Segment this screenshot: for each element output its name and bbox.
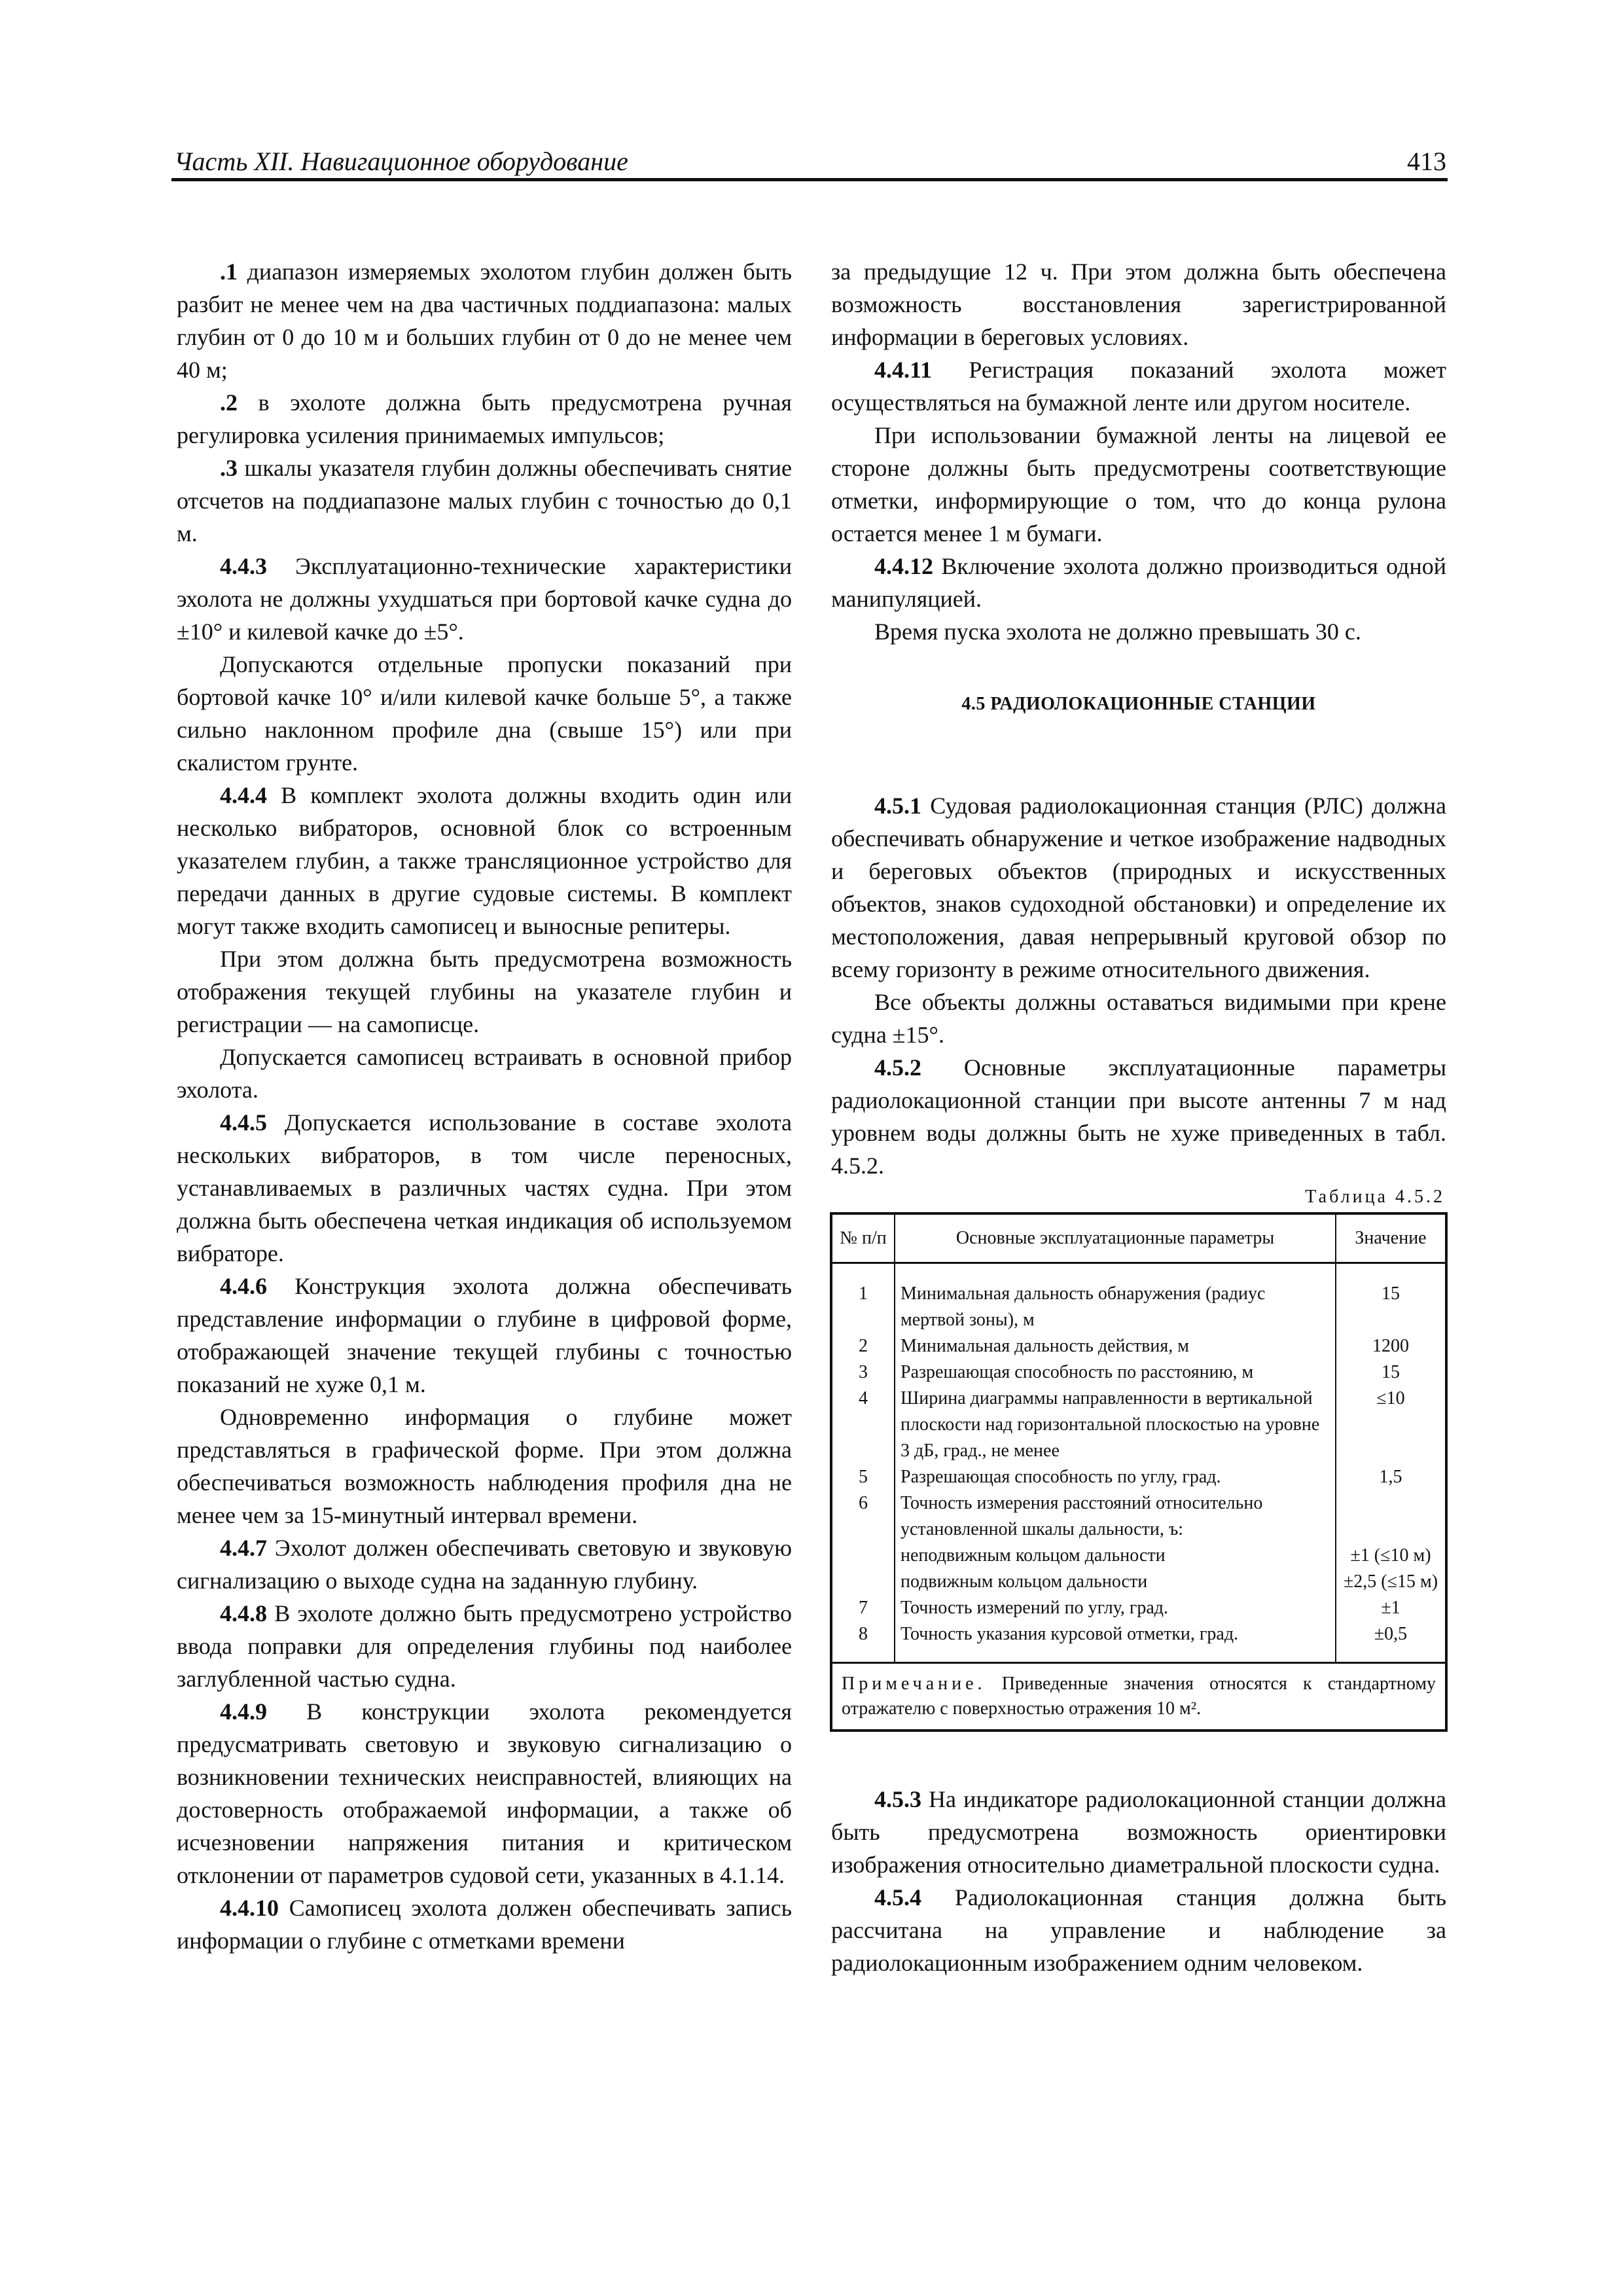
row-value: ±0,5 bbox=[1336, 1621, 1446, 1663]
right-column bbox=[831, 255, 1446, 1979]
table-row bbox=[831, 1621, 1446, 1663]
paragraph-text: В комплект эхолота должны входить один или несколько вибраторов, основной блок со встроенным указателем глубин, а также трансляционное устройство для передачи данных в другие судовые системы. В комплект могут также входить самописец и выносные репитеры. bbox=[177, 782, 792, 939]
page-header bbox=[171, 145, 1448, 181]
row-parameter: Минимальная дальность обнаружения (радиус мертвой зоны), м bbox=[901, 1283, 1266, 1330]
right-column-mid bbox=[831, 789, 1446, 1182]
paragraph-text: Допускается самописец встраивать в основной прибор эхолота. bbox=[177, 1044, 792, 1103]
paragraph bbox=[177, 1270, 792, 1401]
clause-number: 4.4.6 bbox=[220, 1273, 267, 1299]
paragraph bbox=[177, 942, 792, 1041]
table-body bbox=[831, 1263, 1446, 1663]
table-note-row bbox=[831, 1663, 1446, 1731]
table-row bbox=[831, 1490, 1446, 1543]
clause-number: 4.4.4 bbox=[220, 782, 267, 808]
paragraph bbox=[177, 1695, 792, 1892]
paragraph-text: Основные эксплуатационные параметры радиолокационной станции при высоте антенны 7 м над уровнем воды должны быть не хуже приведенных в табл. 4.5.2. bbox=[831, 1054, 1446, 1179]
row-value bbox=[1336, 1490, 1446, 1543]
row-number: 5 bbox=[831, 1464, 895, 1490]
row-number: 6 bbox=[831, 1490, 895, 1543]
paragraph-text: Допускаются отдельные пропуски показаний при бортовой качке 10° и/или килевой качке больше 5°, а также сильно наклонном профиле дна (свыше 15°) или при скалистом грунте. bbox=[177, 651, 792, 776]
row-parameter: Ширина диаграммы направленности в вертикальной плоскости над горизонтальной плоскостью на уровне 3 дБ, град., не менее bbox=[901, 1388, 1320, 1461]
column-header-number: № п/п bbox=[831, 1213, 895, 1263]
row-parameter: Разрешающая способность по расстоянию, м bbox=[901, 1362, 1254, 1382]
paragraph-text: в эхолоте должна быть предусмотрена ручная регулировка усиления принимаемых импульсов; bbox=[177, 389, 792, 448]
row-parameter: подвижным кольцом дальности bbox=[901, 1571, 1148, 1592]
row-parameter: Точность указания курсовой отметки, град. bbox=[901, 1624, 1239, 1644]
row-value: ±2,5 (≤15 м) bbox=[1336, 1569, 1446, 1595]
paragraph bbox=[831, 789, 1446, 986]
section-title: 4.5 РАДИОЛОКАЦИОННЫЕ СТАНЦИИ bbox=[961, 694, 1316, 714]
paragraph-text: Эхолот должен обеспечивать световую и звуковую сигнализацию о выходе судна на заданную глубину. bbox=[177, 1535, 792, 1594]
paragraph-text: Радиолокационная станция должна быть рассчитана на управление и наблюдение за радиолокационным изображением одним человеком. bbox=[831, 1884, 1446, 1976]
row-value: 1200 bbox=[1336, 1333, 1446, 1359]
clause-number: 4.4.8 bbox=[220, 1600, 267, 1626]
paragraph-text: На индикаторе радиолокационной станции должна быть предусмотрена возможность ориентировки изображения относительно диаметральной плоскости судна. bbox=[831, 1786, 1446, 1878]
paragraph bbox=[177, 779, 792, 942]
clause-number: .3 bbox=[220, 455, 238, 481]
paragraph bbox=[831, 986, 1446, 1051]
table-row bbox=[831, 1595, 1446, 1621]
paragraph-text: В конструкции эхолота рекомендуется предусматривать световую и звуковую сигнализацию о возникновении технических неисправностей, влияющих на достоверность отображаемой информации, а также об исчезновении напряжения питания и критическом отклонении от параметров судовой сети, указанных в 4.1.14. bbox=[177, 1698, 792, 1888]
paragraph-text: Одновременно информация о глубине может представляться в графической форме. При этом должна обеспечиваться возможность наблюдения профиля дна не менее чем за 15-минутный интервал времени. bbox=[177, 1404, 792, 1528]
paragraph-text: Судовая радиолокационная станция (РЛС) должна обеспечивать обнаружение и четкое изображение надводных и береговых объектов (природных и искусственных объектов, знаков судоходной обстановки) и определение их местоположения, давая непрерывный круговой обзор по всему горизонту в режиме относительного движения. bbox=[831, 793, 1446, 982]
table-row bbox=[831, 1386, 1446, 1464]
paragraph bbox=[831, 1051, 1446, 1182]
row-number: 4 bbox=[831, 1386, 895, 1464]
row-number: 7 bbox=[831, 1595, 895, 1621]
paragraph bbox=[831, 615, 1446, 648]
paragraph bbox=[177, 386, 792, 452]
clause-number: 4.4.11 bbox=[874, 357, 933, 383]
paragraph bbox=[831, 419, 1446, 550]
table-row bbox=[831, 1569, 1446, 1595]
clause-number: 4.4.5 bbox=[220, 1109, 267, 1136]
clause-number: 4.5.4 bbox=[874, 1884, 921, 1910]
row-parameter: неподвижным кольцом дальности bbox=[901, 1545, 1166, 1566]
clause-number: 4.5.2 bbox=[874, 1054, 921, 1081]
paragraph bbox=[177, 648, 792, 779]
paragraph-text: Время пуска эхолота не должно превышать 30 с. bbox=[874, 619, 1361, 645]
paragraph-text: Все объекты должны оставаться видимыми при крене судна ±15°. bbox=[831, 989, 1446, 1048]
row-value: 15 bbox=[1336, 1359, 1446, 1386]
paragraph-text: Допускается использование в составе эхолота нескольких вибраторов, в том числе переносных, устанавливаемых в различных частях судна. При этом должна быть обеспечена четкая индикация об используемом вибраторе. bbox=[177, 1109, 792, 1266]
running-title: Часть XII. Навигационное оборудование bbox=[174, 147, 628, 176]
paragraph bbox=[177, 1892, 792, 1957]
right-column-top bbox=[831, 255, 1446, 648]
paragraph-text: Конструкция эхолота должна обеспечивать представление информации о глубине в цифровой форме, отображающей значение текущей глубины с точностью показаний не хуже 0,1 м. bbox=[177, 1273, 792, 1397]
paragraph bbox=[177, 452, 792, 550]
clause-number: 4.4.9 bbox=[220, 1698, 267, 1725]
row-number: 1 bbox=[831, 1263, 895, 1334]
clause-number: .2 bbox=[220, 389, 238, 416]
paragraph-text: за предыдущие 12 ч. При этом должна быть обеспечена возможность восстановления зарегистрированной информации в береговых условиях. bbox=[831, 259, 1446, 350]
note-label: Примечание. bbox=[842, 1674, 986, 1694]
paragraph bbox=[177, 1401, 792, 1532]
column-header-parameter: Основные эксплуатационные параметры bbox=[895, 1213, 1336, 1263]
row-number: 3 bbox=[831, 1359, 895, 1386]
table-row bbox=[831, 1543, 1446, 1569]
paragraph bbox=[177, 1597, 792, 1695]
table-row bbox=[831, 1333, 1446, 1359]
table-header-row bbox=[831, 1213, 1446, 1263]
paragraph-text: Регистрация показаний эхолота может осуществляться на бумажной ленте или другом носителе. bbox=[831, 357, 1446, 416]
clause-number: 4.5.3 bbox=[874, 1786, 921, 1812]
note-text: Приведенные значения относятся к стандартному отражателю с поверхностью отражения 10 м². bbox=[842, 1674, 1436, 1719]
column-header-value: Значение bbox=[1336, 1213, 1446, 1263]
paragraph-text: Самописец эхолота должен обеспечивать запись информации о глубине с отметками времени bbox=[177, 1895, 792, 1954]
paragraph bbox=[177, 550, 792, 648]
table-row bbox=[831, 1464, 1446, 1490]
row-parameter: Разрешающая способность по углу, град. bbox=[901, 1467, 1221, 1487]
row-parameter: Минимальная дальность действия, м bbox=[901, 1336, 1189, 1356]
paragraph bbox=[831, 255, 1446, 353]
parameters-table bbox=[830, 1212, 1448, 1732]
paragraph bbox=[177, 1106, 792, 1270]
row-value: 15 bbox=[1336, 1263, 1446, 1334]
row-number: 2 bbox=[831, 1333, 895, 1359]
clause-number: 4.4.3 bbox=[220, 553, 267, 579]
paragraph-text: При использовании бумажной ленты на лицевой ее стороне должны быть предусмотрены соответствующие отметки, информирующие о том, что до конца рулона остается менее 1 м бумаги. bbox=[831, 422, 1446, 547]
row-value: ±1 bbox=[1336, 1595, 1446, 1621]
table-caption: Таблица 4.5.2 bbox=[1305, 1187, 1445, 1207]
paragraph bbox=[831, 353, 1446, 419]
paragraph bbox=[177, 255, 792, 386]
row-parameter: Точность измерения расстояний относительно установленной шкалы дальности, ъ: bbox=[901, 1493, 1263, 1539]
paragraph bbox=[831, 1783, 1446, 1881]
paragraph bbox=[831, 550, 1446, 615]
paragraph bbox=[177, 1532, 792, 1597]
left-column bbox=[177, 255, 792, 1957]
paragraph-text: При этом должна быть предусмотрена возможность отображения текущей глубины на указателе глубин и регистрации — на самописце. bbox=[177, 946, 792, 1037]
paragraph-text: Включение эхолота должно производиться одной манипуляцией. bbox=[831, 553, 1446, 612]
paragraph-text: шкалы указателя глубин должны обеспечивать снятие отсчетов на поддиапазоне малых глубин с точностью до 0,1 м. bbox=[177, 455, 792, 547]
row-value: ±1 (≤10 м) bbox=[1336, 1543, 1446, 1569]
row-value: 1,5 bbox=[1336, 1464, 1446, 1490]
table-row bbox=[831, 1263, 1446, 1334]
right-column-bottom bbox=[831, 1783, 1446, 1979]
table-note bbox=[831, 1663, 1446, 1731]
clause-number: 4.4.10 bbox=[220, 1895, 279, 1921]
page-number: 413 bbox=[1407, 147, 1446, 176]
row-value: ≤10 bbox=[1336, 1386, 1446, 1464]
paragraph-text: Эксплуатационно-технические характеристики эхолота не должны ухудшаться при бортовой качке судна до ±10° и килевой качке до ±5°. bbox=[177, 553, 792, 645]
paragraph bbox=[831, 1881, 1446, 1979]
clause-number: 4.4.12 bbox=[874, 553, 933, 579]
row-parameter: Точность измерений по углу, град. bbox=[901, 1598, 1169, 1618]
row-number: 8 bbox=[831, 1621, 895, 1663]
paragraph-text: В эхолоте должно быть предусмотрено устройство ввода поправки для определения глубины под наиболее заглубленной частью судна. bbox=[177, 1600, 792, 1692]
table-row bbox=[831, 1359, 1446, 1386]
clause-number: .1 bbox=[220, 259, 238, 285]
row-number bbox=[831, 1543, 895, 1569]
paragraph bbox=[177, 1041, 792, 1106]
row-number bbox=[831, 1569, 895, 1595]
paragraph-text: диапазон измеряемых эхолотом глубин должен быть разбит не менее чем на два частичных поддиапазона: малых глубин от 0 до 10 м и больших глубин от 0 до не менее чем 40 м; bbox=[177, 259, 792, 383]
clause-number: 4.5.1 bbox=[874, 793, 921, 819]
clause-number: 4.4.7 bbox=[220, 1535, 267, 1561]
